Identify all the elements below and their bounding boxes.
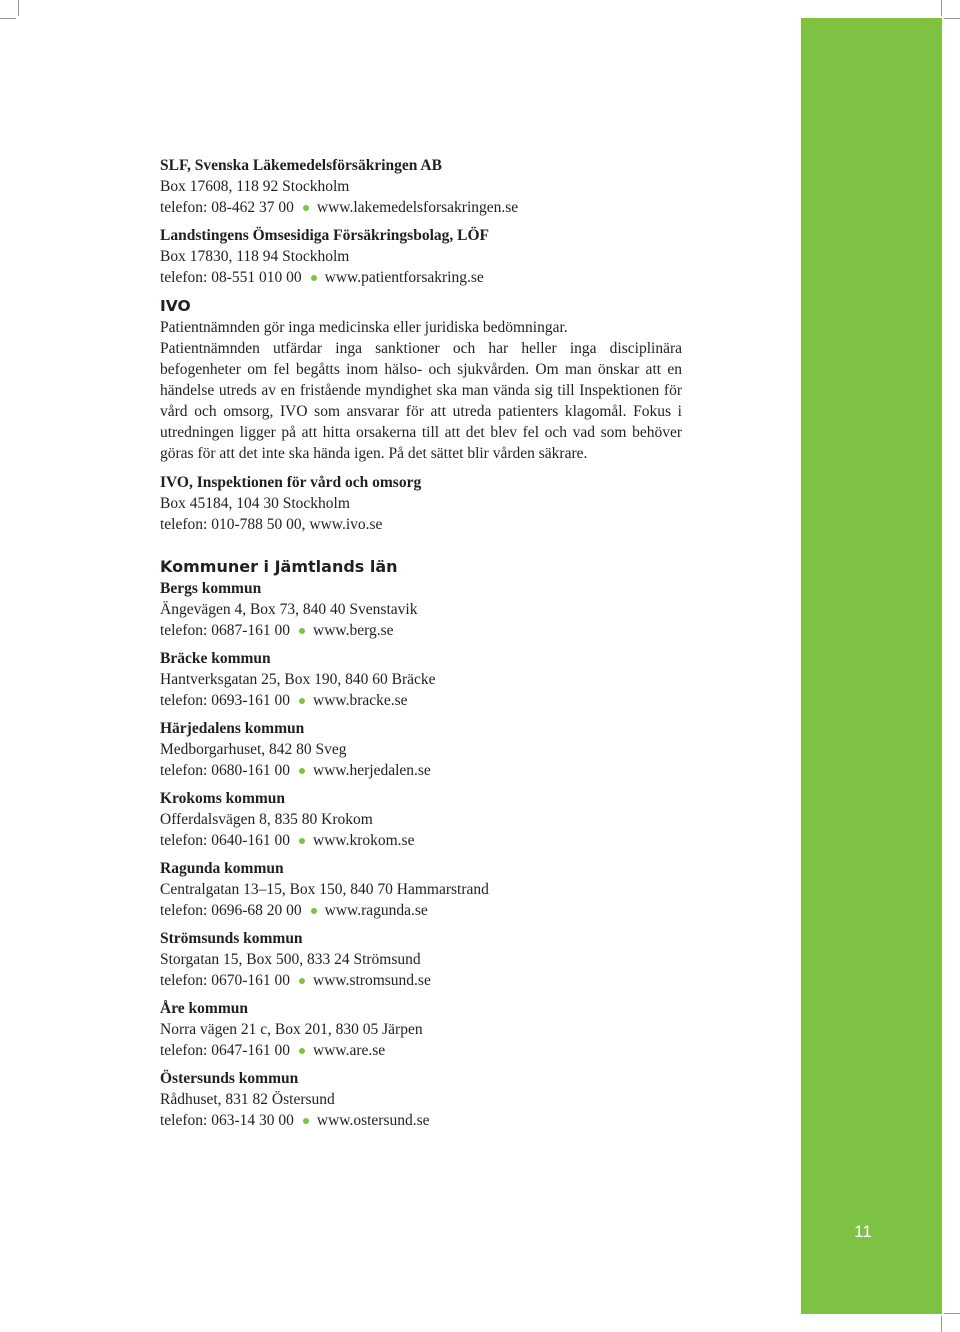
kommun-contact-line	[160, 900, 682, 921]
kommun-website-link[interactable]: www.ragunda.se	[324, 902, 428, 919]
bullet-dot-icon	[311, 275, 317, 281]
kommun-phone: telefon: 063-14 30 00	[160, 1112, 294, 1129]
bullet-dot-icon	[311, 908, 317, 914]
kommun-contact-line	[160, 690, 682, 711]
kommun-website-link[interactable]: www.bracke.se	[313, 692, 408, 709]
kommun-name: Åre kommun	[160, 1000, 248, 1017]
page-number: 11	[854, 1222, 872, 1241]
kommun-website-link[interactable]: www.krokom.se	[313, 832, 415, 849]
kommun-phone: telefon: 0693-161 00	[160, 692, 291, 709]
kommun-entry	[160, 648, 682, 711]
crop-mark	[944, 18, 960, 19]
bullet-dot-icon	[299, 768, 305, 774]
org-slf	[160, 155, 682, 218]
kommun-entry	[160, 718, 682, 781]
org-contact-line	[160, 197, 682, 218]
kommun-website-link[interactable]: www.berg.se	[313, 622, 394, 639]
crop-mark	[941, 1316, 942, 1332]
kommun-address: Centralgatan 13–15, Box 150, 840 70 Hammarstrand	[160, 881, 489, 898]
kommun-phone: telefon: 0687-161 00	[160, 622, 291, 639]
bullet-dot-icon	[299, 978, 305, 984]
kommun-address: Norra vägen 21 c, Box 201, 830 05 Järpen	[160, 1021, 423, 1038]
org-phone: telefon: 08-551 010 00	[160, 269, 302, 286]
org-lof	[160, 225, 682, 288]
kommun-address: Ängevägen 4, Box 73, 840 40 Svenstavik	[160, 601, 418, 618]
org-contact-line	[160, 267, 682, 288]
kommun-phone: telefon: 0680-161 00	[160, 762, 291, 779]
bullet-dot-icon	[303, 1118, 309, 1124]
green-side-bar	[801, 18, 942, 1314]
kommun-name: Bergs kommun	[160, 580, 262, 597]
org-address: Box 17608, 118 92 Stockholm	[160, 178, 350, 195]
crop-mark	[0, 18, 16, 19]
kommun-website-link[interactable]: www.are.se	[313, 1042, 386, 1059]
kommun-entry	[160, 858, 682, 921]
kommun-address: Medborgarhuset, 842 80 Sveg	[160, 741, 347, 758]
kommun-contact-line	[160, 1110, 682, 1131]
kommun-contact-line	[160, 970, 682, 991]
kommun-address: Hantverksgatan 25, Box 190, 840 60 Bräcke	[160, 671, 436, 688]
kommun-phone: telefon: 0647-161 00	[160, 1042, 291, 1059]
kommun-phone: telefon: 0670-161 00	[160, 972, 291, 989]
kommun-phone: telefon: 0696-68 20 00	[160, 902, 302, 919]
kommun-name: Bräcke kommun	[160, 650, 271, 667]
bullet-dot-icon	[303, 205, 309, 211]
kommun-entry	[160, 578, 682, 641]
kommun-website-link[interactable]: www.ostersund.se	[316, 1112, 430, 1129]
org-website-link[interactable]: www.patientforsakring.se	[324, 269, 484, 286]
page-content	[160, 155, 682, 1138]
kommun-name: Ragunda kommun	[160, 860, 284, 877]
kommun-address: Offerdalsvägen 8, 835 80 Krokom	[160, 811, 373, 828]
kommun-phone: telefon: 0640-161 00	[160, 832, 291, 849]
kommun-name: Härjedalens kommun	[160, 720, 305, 737]
org-name: SLF, Svenska Läkemedelsförsäkringen AB	[160, 157, 442, 174]
crop-mark	[941, 0, 942, 16]
ivo-contact-name: IVO, Inspektionen för vård och omsorg	[160, 474, 422, 491]
bullet-dot-icon	[299, 838, 305, 844]
kommun-entry	[160, 1068, 682, 1131]
kommun-contact-line	[160, 830, 682, 851]
org-address: Box 17830, 118 94 Stockholm	[160, 248, 350, 265]
org-phone: telefon: 08-462 37 00	[160, 199, 294, 216]
kommun-contact-line	[160, 760, 682, 781]
kommun-name: Strömsunds kommun	[160, 930, 303, 947]
kommuner-heading: Kommuner i Jämtlands län	[160, 557, 398, 576]
kommun-entry	[160, 788, 682, 851]
ivo-contact-address: Box 45184, 104 30 Stockholm	[160, 495, 350, 512]
bullet-dot-icon	[299, 628, 305, 634]
kommun-name: Östersunds kommun	[160, 1070, 299, 1087]
crop-mark	[18, 0, 19, 16]
org-website-link[interactable]: www.lakemedelsforsakringen.se	[316, 199, 519, 216]
kommun-entry	[160, 928, 682, 991]
kommun-name: Krokoms kommun	[160, 790, 286, 807]
crop-mark	[944, 1313, 960, 1314]
bullet-dot-icon	[299, 1048, 305, 1054]
section-gap	[160, 542, 682, 556]
ivo-contact	[160, 472, 682, 535]
kommun-website-link[interactable]: www.herjedalen.se	[313, 762, 431, 779]
kommun-contact-line	[160, 620, 682, 641]
ivo-contact-phone: telefon: 010-788 50 00, www.ivo.se	[160, 516, 383, 533]
kommun-contact-line	[160, 1040, 682, 1061]
org-name: Landstingens Ömsesidiga Försäkringsbolag, LÖF	[160, 227, 490, 244]
kommun-address: Storgatan 15, Box 500, 833 24 Strömsund	[160, 951, 421, 968]
kommun-entry	[160, 998, 682, 1061]
bullet-dot-icon	[299, 698, 305, 704]
kommun-website-link[interactable]: www.stromsund.se	[313, 972, 431, 989]
ivo-lead: Patientnämnden gör inga medicinska eller juridiska bedömningar.	[160, 319, 568, 336]
ivo-heading: IVO	[160, 297, 191, 315]
kommun-address: Rådhuset, 831 82 Östersund	[160, 1091, 335, 1108]
ivo-body: Patientnämnden utfärdar inga sanktioner och har heller inga disciplinära befogenheter om fel begåtts inom hälso- och sjukvården. Om man önskar att en händelse utreds av en fristående myndighet ska man vända sig till Inspektionen för vård och omsorg, IVO som ansvarar för att utreda patienters klagomål. Fokus i utredningen ligger på att hitta orsakerna till att det blev fel och vad som behöver göras för att det inte ska hända igen. På det sättet blir vården säkrare.	[160, 340, 682, 462]
